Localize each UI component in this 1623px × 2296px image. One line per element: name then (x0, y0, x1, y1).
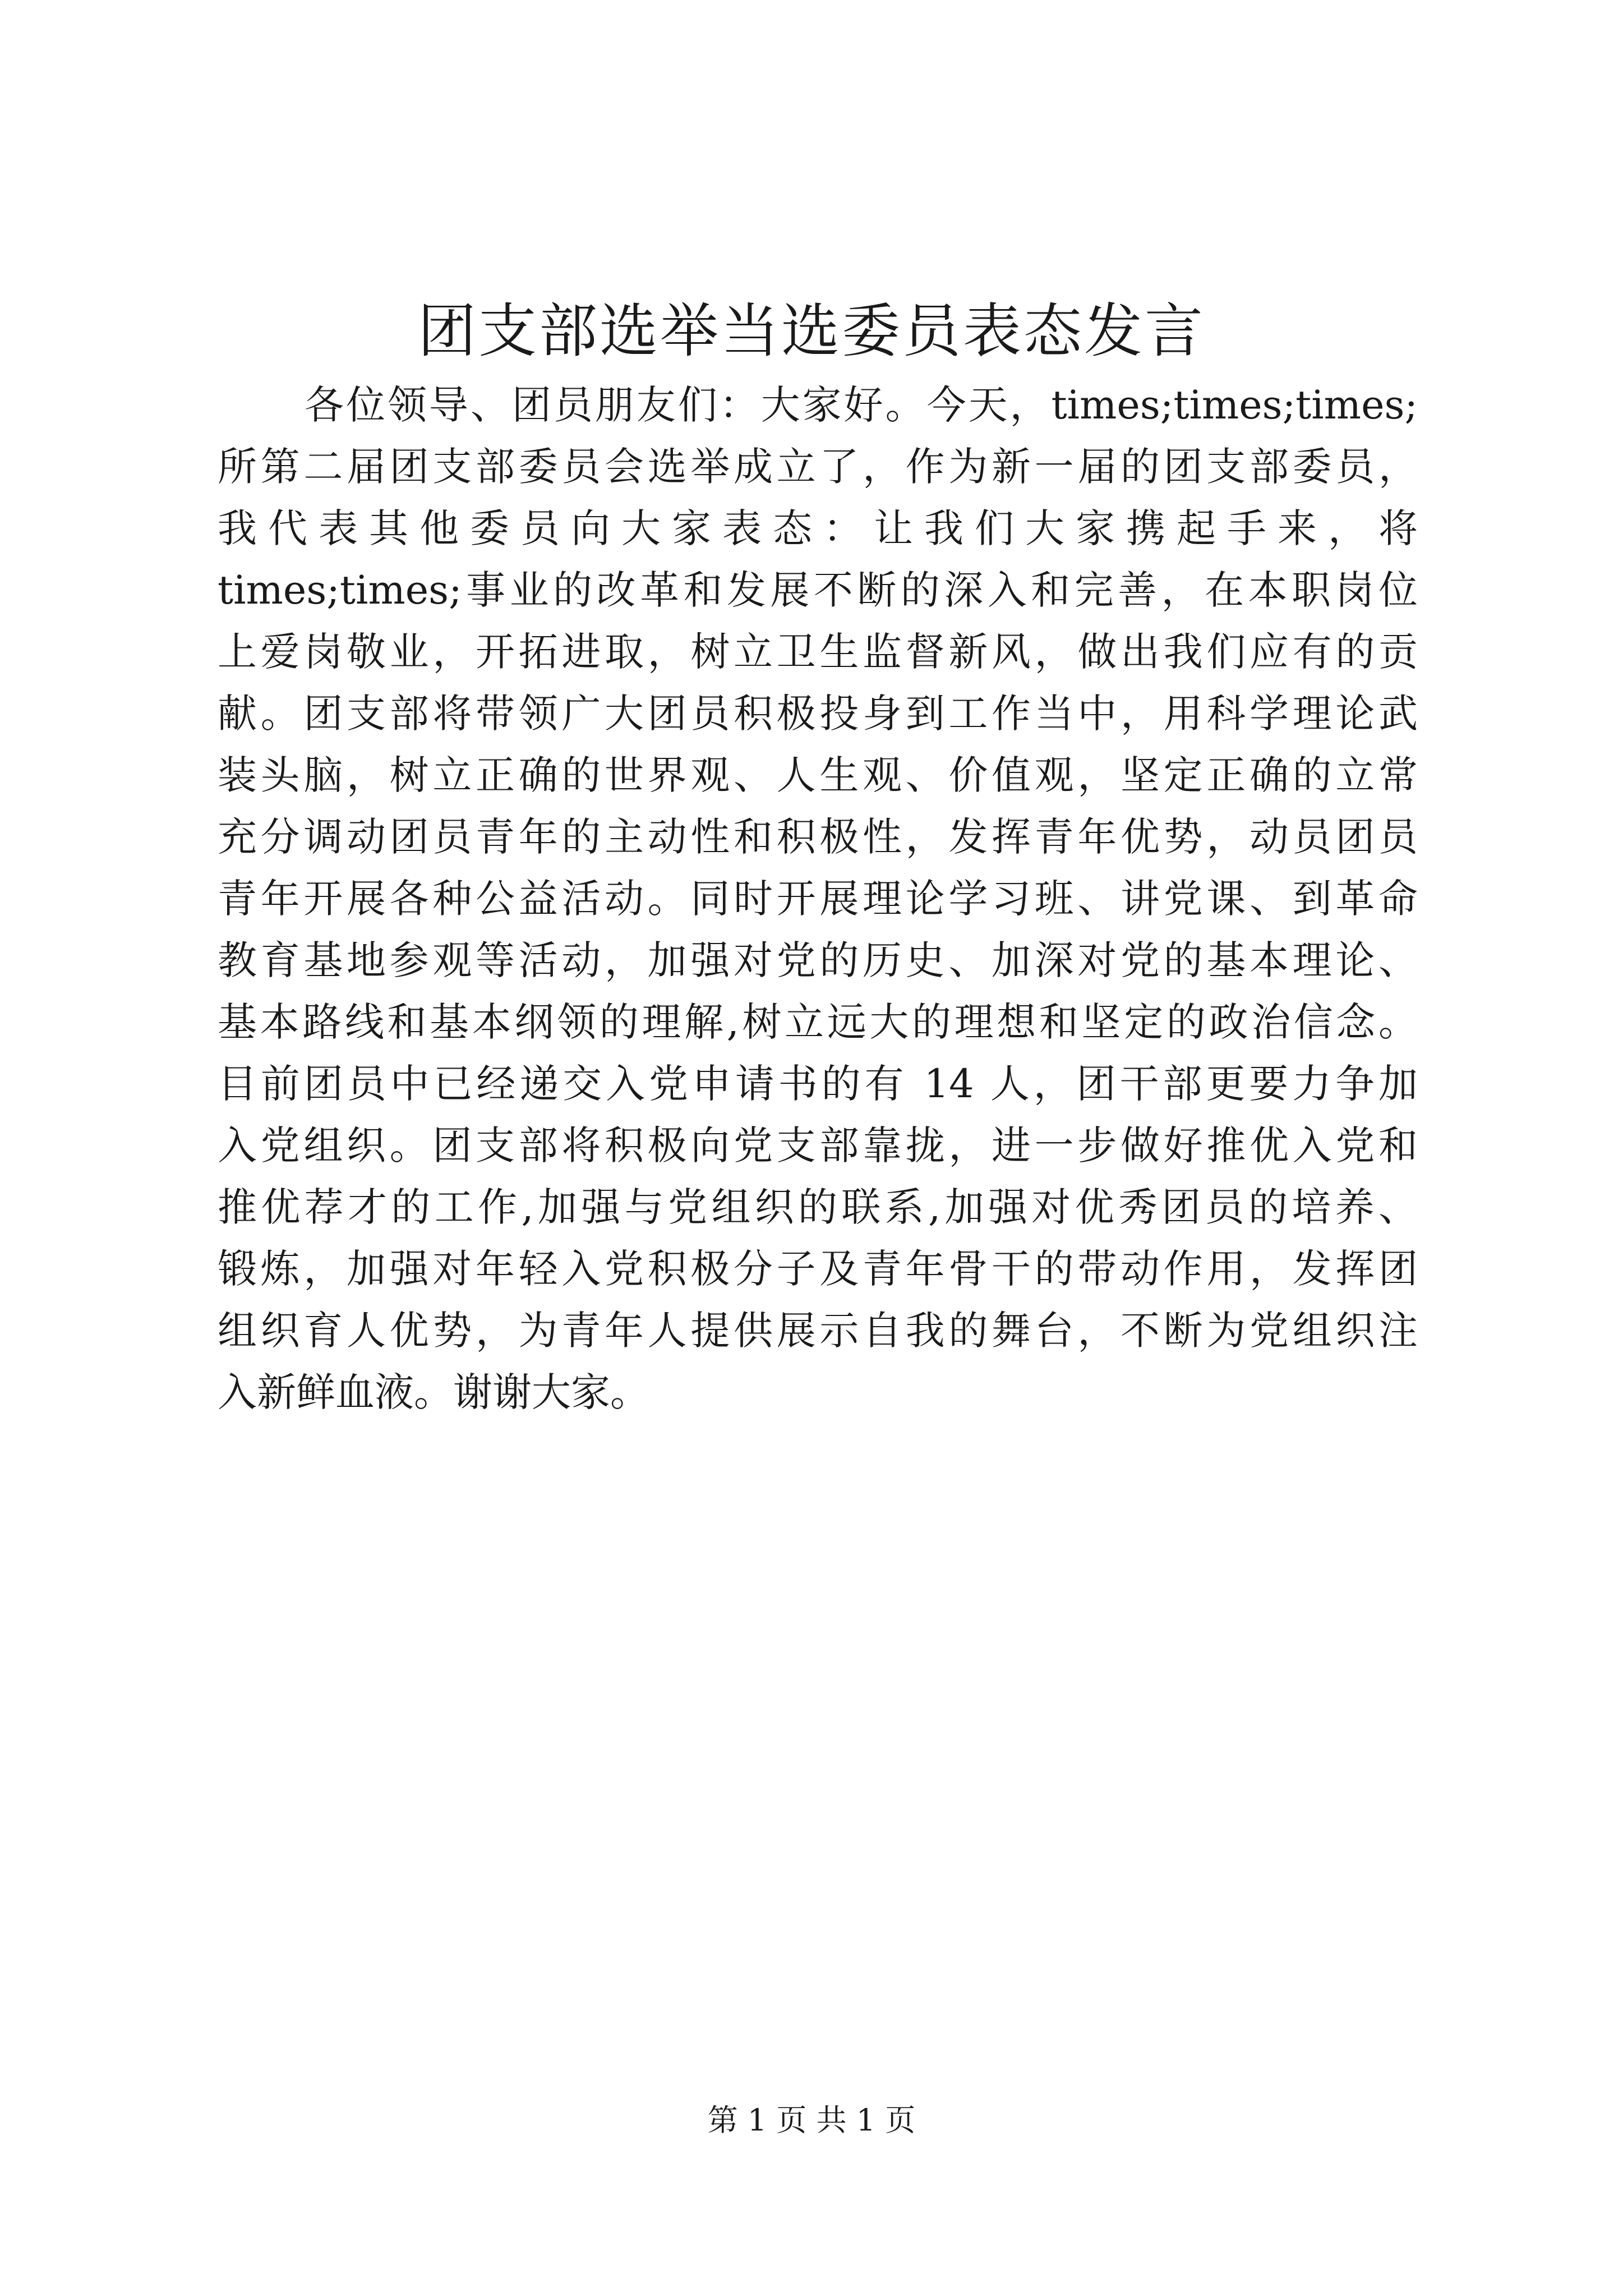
body-line-6: 献。团支部将带领广大团员积极投身到工作当中，用科学理论武 (218, 691, 1418, 737)
page-number-footer: 第 1 页 共 1 页 (707, 2102, 916, 2138)
body-line-1: 各位领导、团员朋友们：大家好。今天，times;times;times; (305, 382, 1418, 428)
body-line-16: 组织育人优势，为青年人提供展示自我的舞台，不断为党组织注 (218, 1308, 1418, 1354)
document-title: 团支部选举当选委员表态发言 (417, 297, 1205, 365)
body-line-9: 青年开展各种公益活动。同时开展理论学习班、讲党课、到革命 (218, 876, 1418, 922)
body-line-17: 入新鲜血液。谢谢大家。 (218, 1369, 649, 1415)
body-line-15: 锻炼，加强对年轻入党积极分子及青年骨干的带动作用，发挥团 (218, 1246, 1418, 1292)
body-line-14: 推优荐才的工作,加强与党组织的联系,加强对优秀团员的培养、 (218, 1184, 1418, 1230)
body-line-3: 我代表其他委员向大家表态：让我们大家携起手来，将 (218, 505, 1418, 551)
body-line-2: 所第二届团支部委员会选举成立了，作为新一届的团支部委员， (218, 444, 1418, 490)
body-line-10: 教育基地参观等活动，加强对党的历史、加深对党的基本理论、 (218, 937, 1418, 983)
body-line-11: 基本路线和基本纲领的理解,树立远大的理想和坚定的政治信念。 (218, 999, 1418, 1045)
body-line-7: 装头脑，树立正确的世界观、人生观、价值观，坚定正确的立常 (218, 752, 1418, 798)
body-line-12: 目前团员中已经递交入党申请书的有 14 人，团干部更要力争加 (218, 1061, 1418, 1107)
body-line-5: 上爱岗敬业，开拓进取，树立卫生监督新风，做出我们应有的贡 (218, 629, 1418, 675)
body-line-4: times;times;事业的改革和发展不断的深入和完善，在本职岗位 (218, 567, 1418, 613)
body-line-8: 充分调动团员青年的主动性和积极性，发挥青年优势，动员团员 (218, 814, 1418, 860)
body-line-13: 入党组织。团支部将积极向党支部靠拢，进一步做好推优入党和 (218, 1122, 1418, 1168)
